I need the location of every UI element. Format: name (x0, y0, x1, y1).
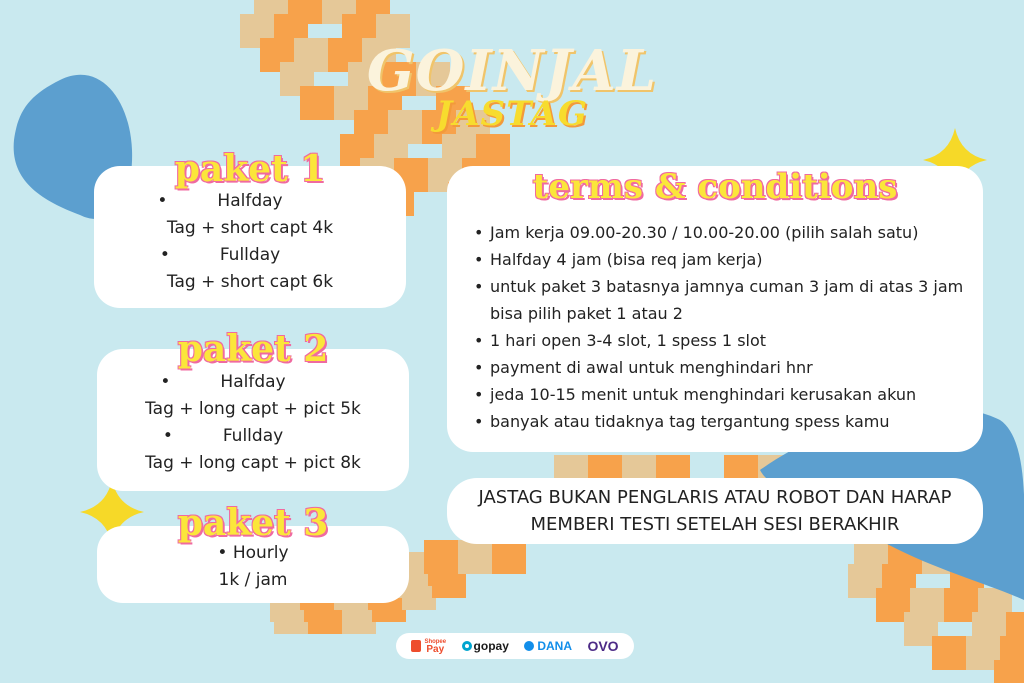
package-card-2 (97, 349, 409, 491)
package-1-details (94, 188, 406, 296)
package-3-line-1: • Hourly (217, 543, 289, 563)
package-1-line-3: • Fullday (159, 245, 281, 265)
dana-circle-icon (524, 641, 534, 651)
brand-subtitle: JASTAG (436, 94, 588, 134)
notice-line-2: MEMBERI TESTI SETELAH SESI BERAKHIR (530, 514, 900, 535)
terms-list (474, 219, 974, 435)
package-2-line-1: • Halfday (160, 372, 286, 392)
terms-item: • Halfday 4 jam (bisa req jam kerja) (474, 250, 763, 269)
ovo-logo: OVO (587, 638, 619, 654)
brand-title: GOINJAL (366, 38, 658, 104)
gopay-logo: gopay (462, 639, 509, 653)
package-1-line-4: Tag + short capt 6k (166, 272, 334, 292)
dana-logo: DANA (524, 639, 572, 653)
terms-item: • payment di awal untuk menghindari hnr (474, 358, 813, 377)
checker-square (424, 540, 458, 574)
shopeepay-logo: Shopee Pay (411, 638, 446, 654)
package-2-details (97, 369, 409, 477)
package-3-details (97, 540, 409, 594)
gopay-circle-icon (462, 641, 472, 651)
package-2-title: paket 2 (177, 328, 329, 370)
checker-square (994, 660, 1024, 683)
package-1-line-2: Tag + short capt 4k (166, 218, 334, 238)
package-1-line-1: • Halfday (157, 191, 283, 211)
package-3-title: paket 3 (177, 502, 329, 544)
package-2-line-2: Tag + long capt + pict 5k (145, 399, 361, 419)
terms-title: terms & conditions (532, 167, 898, 207)
terms-item: • untuk paket 3 batasnya jamnya cuman 3 jam di atas 3 jam bisa pilih paket 1 atau 2 (474, 277, 964, 323)
terms-item: • jeda 10-15 menit untuk menghindari kerusakan akun (474, 385, 917, 404)
notice-line-1: JASTAG BUKAN PENGLARIS ATAU ROBOT DAN HARAP (478, 487, 952, 508)
shopee-bag-icon (411, 640, 421, 652)
payment-methods-bar (396, 633, 634, 659)
package-1-title: paket 1 (174, 148, 326, 190)
checker-square (458, 540, 492, 574)
package-2-line-4: Tag + long capt + pict 8k (145, 453, 361, 473)
package-2-line-3: • Fullday (162, 426, 284, 446)
terms-item: • 1 hari open 3-4 slot, 1 spess 1 slot (474, 331, 767, 350)
package-3-line-2: 1k / jam (218, 570, 288, 590)
terms-item: • banyak atau tidaknya tag tergantung spess kamu (474, 412, 890, 431)
notice-banner (447, 478, 983, 544)
terms-item: • Jam kerja 09.00-20.30 / 10.00-20.00 (pilih salah satu) (474, 223, 919, 242)
checker-square (492, 540, 526, 574)
